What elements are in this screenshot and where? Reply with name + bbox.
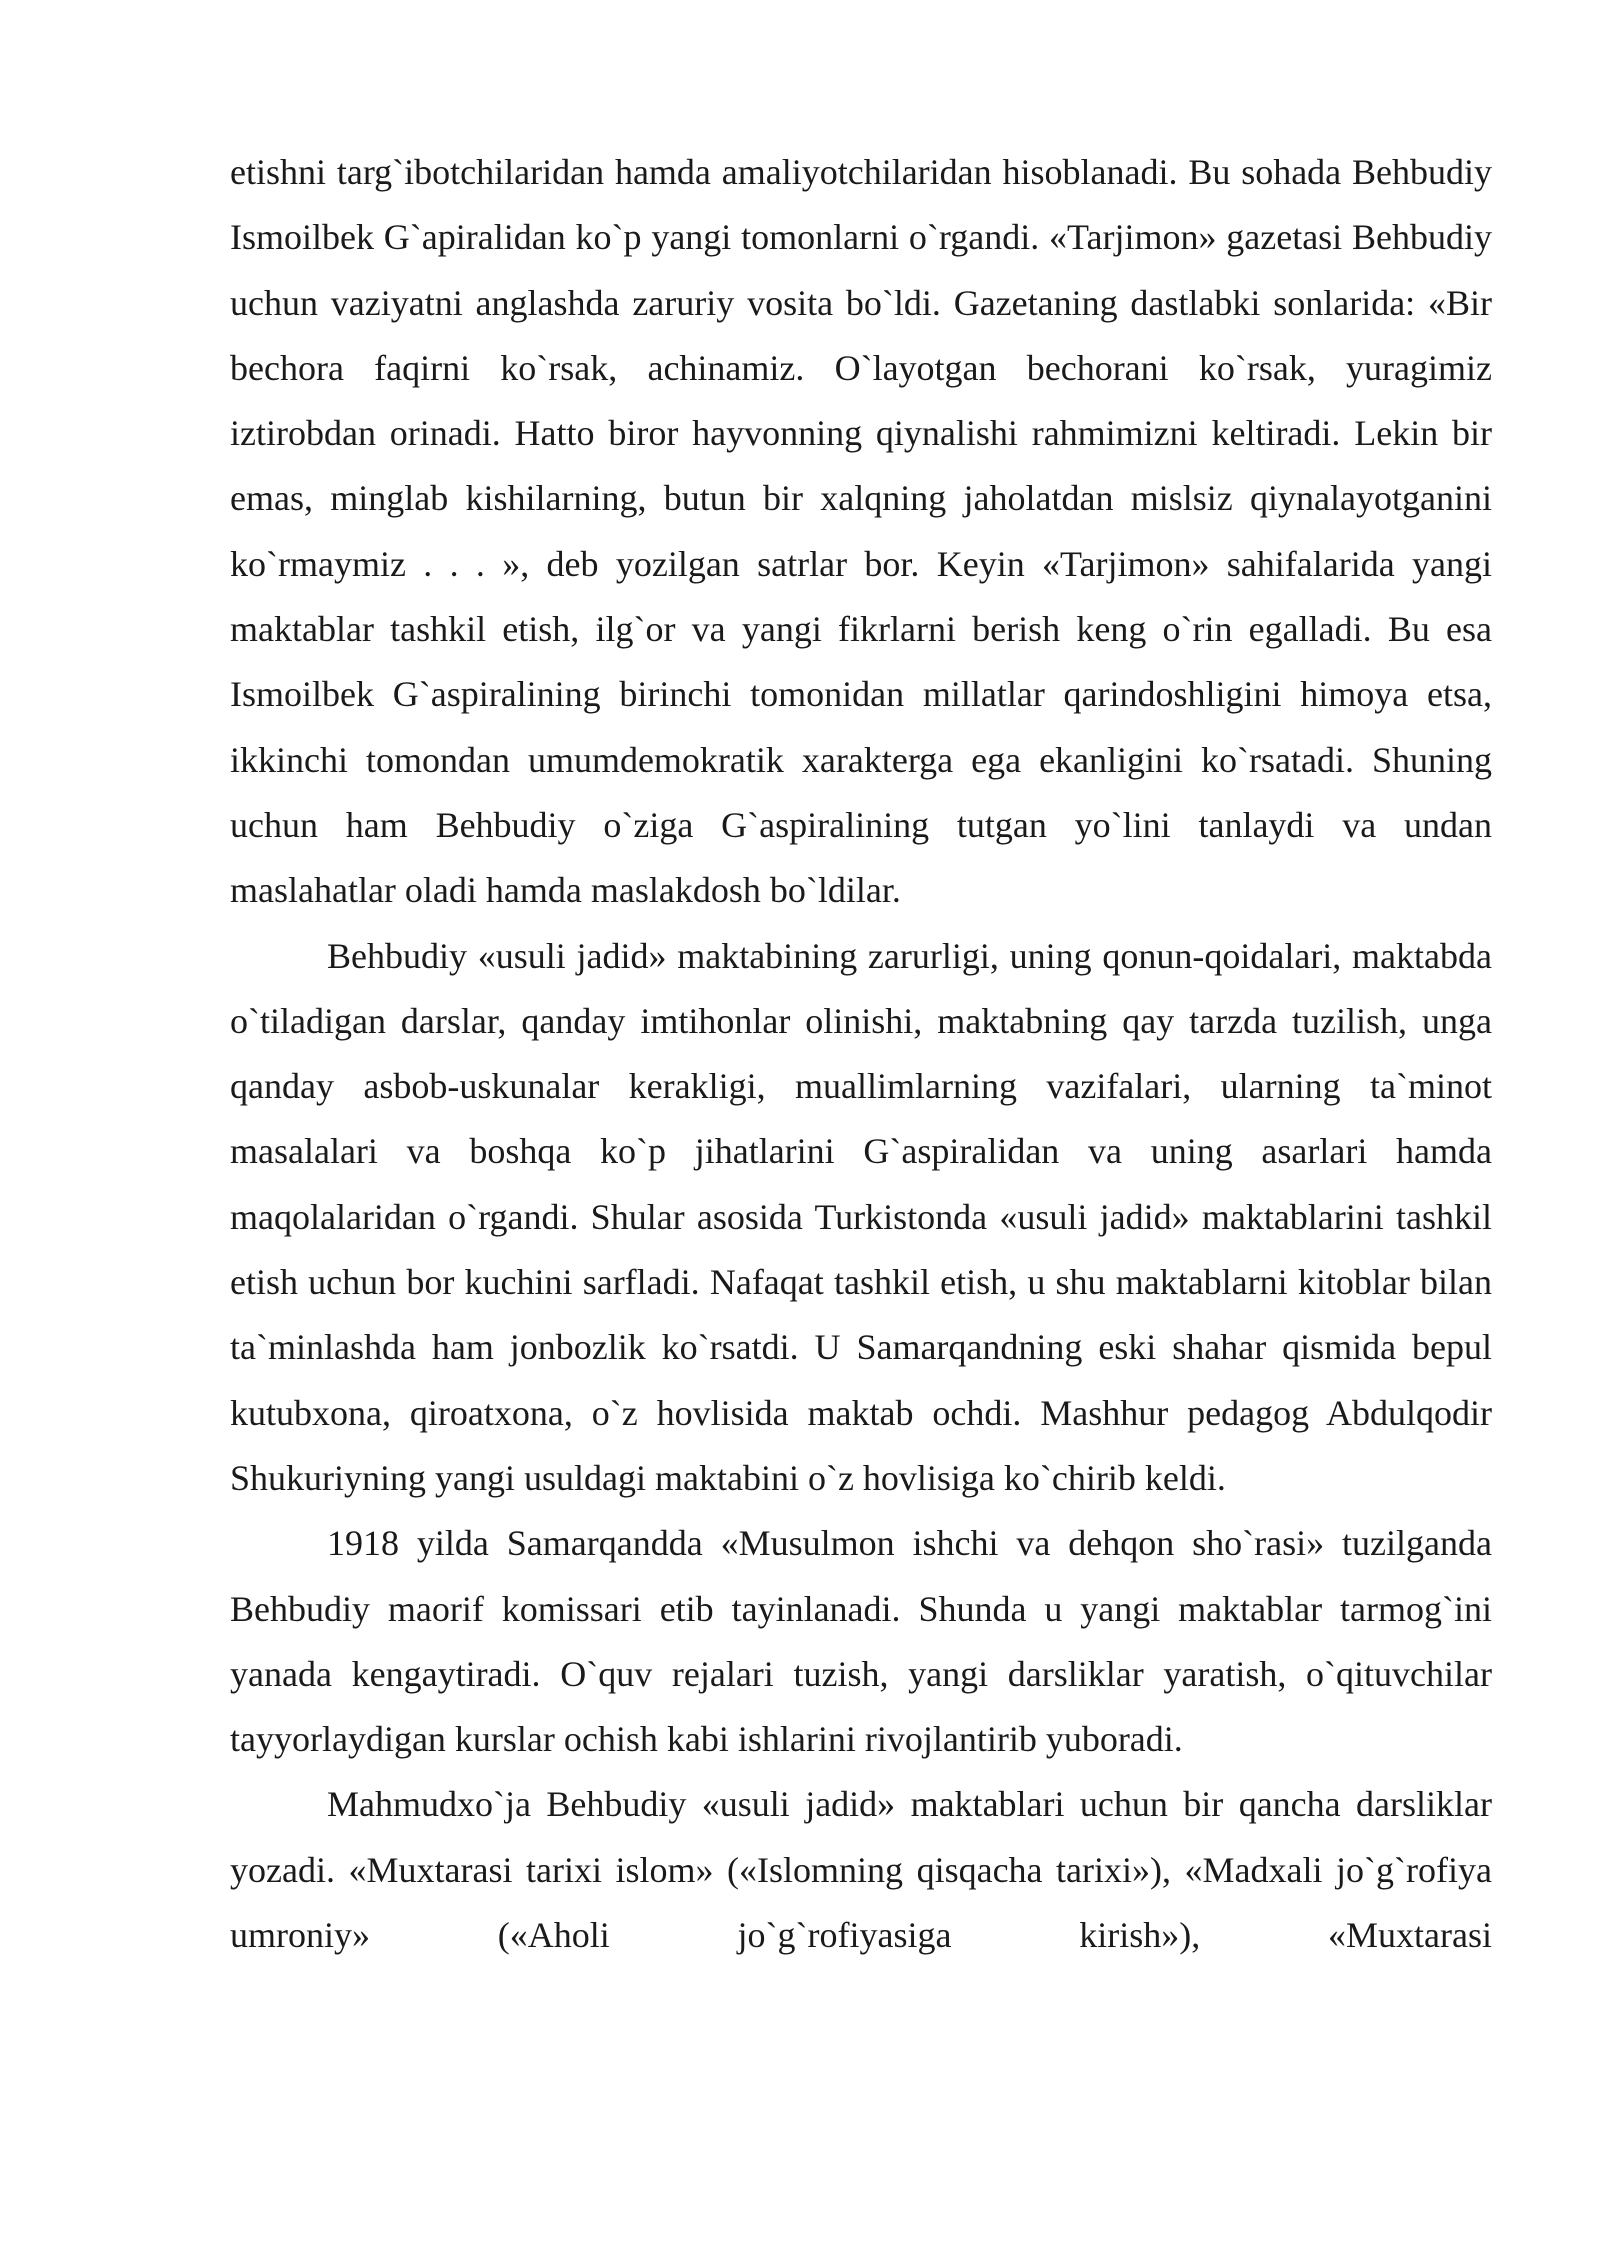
document-body <box>230 140 1492 1968</box>
paragraph-1918-samarqand: 1918 yilda Samarqandda «Musulmon ishchi va dehqon sho`rasi» tuzilganda Behbudiy maorif komissari etib tayinlanadi. Shunda u yangi maktablar tarmog`ini yanada kengaytiradi. O`quv rejalari tuzish, yangi darsliklar yaratish, o`qituvchilar tayyorlaydigan kurslar ochish kabi ishlarini rivojlantirib yuboradi. <box>230 1523 1492 1760</box>
paragraph-darsliklar: Mahmudxo`ja Behbudiy «usuli jadid» maktablari uchun bir qancha darsliklar yozadi. «Muxtarasi tarixi islom» («Islomning qisqacha tarixi»), «Madxali jo`g`rofiya umroniy» («Aholi jo`g`rofiyasiga kirish»), «Muxtarasi <box>230 1784 1492 1956</box>
paragraph-continuation: etishni targ`ibotchilaridan hamda amaliyotchilaridan hisoblanadi. Bu sohada Behbudiy Ismoilbek G`apiralidan ko`p yangi tomonlarni o`rgandi. «Tarjimon» gazetasi Behbudiy uchun vaziyatni anglashda zaruriy vosita bo`ldi. Gazetaning dastlabki sonlarida: «Bir bechora faqirni ko`rsak, achinamiz. O`layotgan bechorani ko`rsak, yuragimiz iztirobdan orinadi. Hatto biror hayvonning qiynalishi rahmimizni keltiradi. Lekin bir emas, minglab kishilarning, butun bir xalqning jaholatdan mislsiz qiynalayotganini ko`rmaymiz . . . », deb yozilgan satrlar bor. Keyin «Tarjimon» sahifalarida yangi maktablar tashkil etish, ilg`or va yangi fikrlarni berish keng o`rin egalladi. Bu esa Ismoilbek G`aspiralining birinchi tomonidan millatlar qarindoshligini himoya etsa, ikkinchi tomondan umumdemokratik xarakterga ega ekanligini ko`rsatadi. Shuning uchun ham Behbudiy o`ziga G`aspiralining tutgan yo`lini tanlaydi va undan maslahatlar oladi hamda maslakdosh bo`ldilar. <box>230 152 1492 911</box>
paragraph-behbudiy-usuli-jadid: Behbudiy «usuli jadid» maktabining zarurligi, uning qonun-qoidalari, maktabda o`tiladigan darslar, qanday imtihonlar olinishi, maktabning qay tarzda tuzilish, unga qanday asbob-uskunalar kerakligi, muallimlarning vazifalari, ularning ta`minot masalalari va boshqa ko`p jihatlarini G`aspiralidan va uning asarlari hamda maqolalaridan o`rgandi. Shular asosida Turkistonda «usuli jadid» maktablarini tashkil etish uchun bor kuchini sarfladi. Nafaqat tashkil etish, u shu maktablarni kitoblar bilan ta`minlashda ham jonbozlik ko`rsatdi. U Samarqandning eski shahar qismida bepul kutubxona, qiroatxona, o`z hovlisida maktab ochdi. Mashhur pedagog Abdulqodir Shukuriyning yangi usuldagi maktabini o`z hovlisiga ko`chirib keldi. <box>230 935 1492 1498</box>
